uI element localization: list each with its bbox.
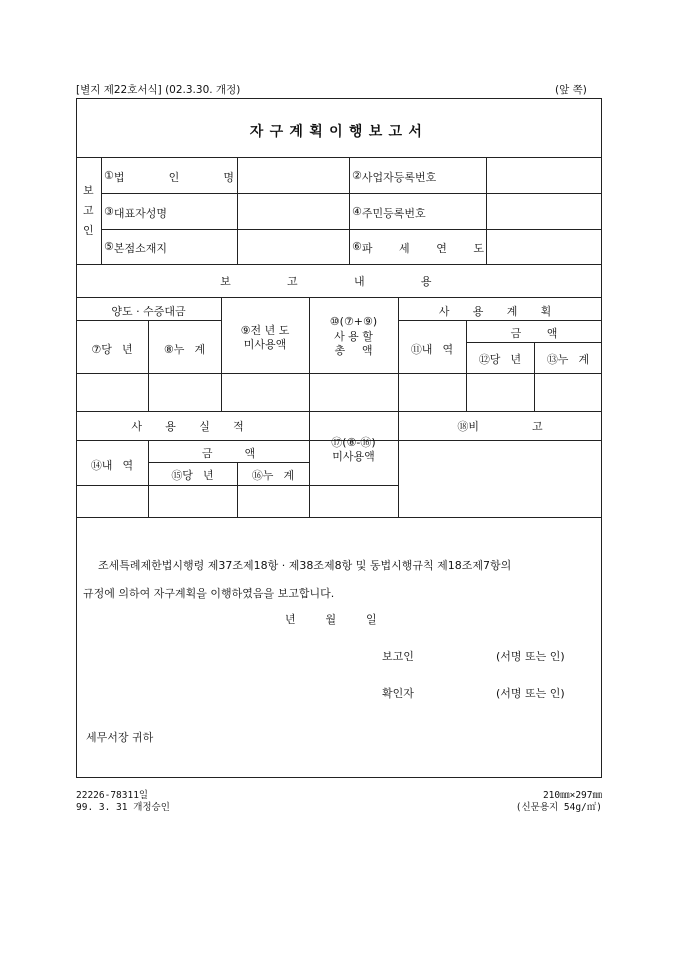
- form-code: 22226-78311일: [76, 790, 149, 801]
- prev-unused-header: ⑨전 년 도: [240, 324, 290, 337]
- field-number: ①: [104, 169, 114, 182]
- field-number: ②: [352, 169, 362, 182]
- plan-current-header: ⑫당 년: [478, 353, 522, 366]
- prev-unused-input[interactable]: [224, 376, 306, 408]
- field-number: ③: [104, 205, 114, 218]
- report-date: 년 월 일: [285, 613, 377, 626]
- usage-plan-header: 사 용 계 획: [438, 305, 562, 318]
- reporter-sign-note[interactable]: (서명 또는 인): [496, 650, 565, 663]
- field-number: ④: [352, 205, 362, 218]
- result-amount-header: 금 액: [201, 447, 256, 460]
- approval-date: 99. 3. 31 개정승인: [76, 802, 170, 813]
- biz-reg-input[interactable]: [489, 161, 599, 191]
- paper-size: 210㎜×297㎜: [542, 790, 602, 801]
- rep-name-input[interactable]: [240, 197, 346, 227]
- usage-result-header: 사 용 실 적: [131, 420, 254, 433]
- field-corp-name-label: [104, 169, 234, 185]
- resident-reg-input[interactable]: [489, 197, 599, 227]
- result-current-input[interactable]: [151, 488, 234, 515]
- result-detail-header: ⑭내 역: [90, 459, 134, 472]
- divider: [309, 411, 310, 517]
- field-label: 본점소재지: [113, 242, 168, 255]
- field-tax-year-label: [352, 240, 484, 256]
- total-header-sub: 총 액: [334, 344, 373, 357]
- form-title: 자구계획이행보고서: [249, 124, 429, 140]
- plan-detail-header: ⑪내 역: [410, 343, 454, 356]
- unused-header-sub: 미사용액: [332, 450, 375, 463]
- field-number: ⑤: [104, 240, 114, 253]
- field-label: 파 세 연 도: [361, 242, 484, 255]
- plan-current-input[interactable]: [469, 376, 531, 408]
- field-number: ⑥: [352, 240, 362, 253]
- field-biz-reg-label: [352, 169, 484, 185]
- divider: [237, 157, 238, 264]
- confirmer-sign-note[interactable]: (서명 또는 인): [496, 687, 565, 700]
- prev-unused-header-sub: 미사용액: [243, 338, 287, 351]
- field-label: 대표자성명: [113, 207, 168, 220]
- divider: [76, 157, 602, 158]
- plan-cumulative-header: ⑬누 계: [546, 353, 590, 366]
- plan-amount-header: 금 액: [510, 327, 558, 340]
- statement-line-1: 조세특례제한법시행령 제37조제18항 · 제38조제8항 및 동법시행규칙 제18조제7항의: [98, 559, 512, 572]
- divider: [101, 229, 602, 230]
- divider: [76, 264, 602, 265]
- head-office-input[interactable]: [240, 232, 346, 262]
- field-head-office-label: [104, 240, 234, 256]
- form-reference: [별지 제22호서식] (02.3.30. 개정): [76, 84, 241, 96]
- addressee: 세무서장 귀하: [86, 731, 154, 744]
- field-resident-reg-label: [352, 205, 484, 221]
- confirmer-sign-label: 확인자: [382, 687, 414, 700]
- unused-input[interactable]: [312, 466, 395, 515]
- divider: [76, 373, 602, 374]
- unused-header: ⑰(⑧-⑯): [331, 436, 376, 449]
- divider: [148, 320, 149, 411]
- divider: [76, 297, 602, 298]
- reporter-group-char: 인: [83, 224, 94, 237]
- plan-cumulative-input[interactable]: [537, 376, 599, 408]
- report-content-heading: 보 고 내 용: [220, 275, 458, 288]
- divider: [148, 462, 309, 463]
- divider: [221, 297, 222, 411]
- total-header: ⑩(⑦+⑨): [329, 315, 378, 328]
- divider: [398, 320, 602, 321]
- transfer-amount-header: 양도 · 수증대금: [111, 305, 186, 318]
- divider: [101, 157, 102, 264]
- paper-type: (신문용지 54g/㎡): [515, 802, 602, 813]
- total-header-sub: 사 용 할: [334, 330, 373, 343]
- corp-name-input[interactable]: [240, 161, 346, 191]
- current-year-header: ⑦당 년: [91, 343, 133, 356]
- tax-year-input[interactable]: [489, 232, 599, 262]
- result-detail-input[interactable]: [79, 488, 145, 515]
- cumulative-header: ⑧누 계: [163, 343, 206, 356]
- cumulative-input[interactable]: [151, 376, 218, 408]
- field-label: 사업자등록번호: [361, 171, 437, 184]
- reporter-group-char: 고: [83, 204, 94, 217]
- divider: [101, 193, 602, 194]
- divider: [76, 517, 602, 518]
- plan-detail-input[interactable]: [401, 376, 463, 408]
- reporter-sign-label: 보고인: [382, 650, 414, 663]
- statement-line-2: 규정에 의하여 자구계획을 이행하였음을 보고합니다.: [83, 587, 335, 600]
- result-current-header: ⑮당 년: [171, 469, 214, 482]
- page-side-label: (앞 쪽): [555, 84, 587, 96]
- total-input[interactable]: [312, 376, 395, 408]
- divider: [349, 157, 350, 264]
- result-cumulative-input[interactable]: [240, 488, 306, 515]
- result-cumulative-header: ⑯누 계: [251, 469, 295, 482]
- remark-input[interactable]: [401, 444, 599, 515]
- remark-header: ⑱비 고: [457, 420, 543, 433]
- divider: [486, 157, 487, 264]
- field-label: 주민등록번호: [361, 207, 426, 220]
- field-rep-name-label: [104, 205, 234, 221]
- divider: [76, 411, 602, 412]
- current-year-input[interactable]: [79, 376, 145, 408]
- reporter-group-char: 보: [83, 184, 94, 197]
- field-label: 법 인 명: [113, 171, 234, 184]
